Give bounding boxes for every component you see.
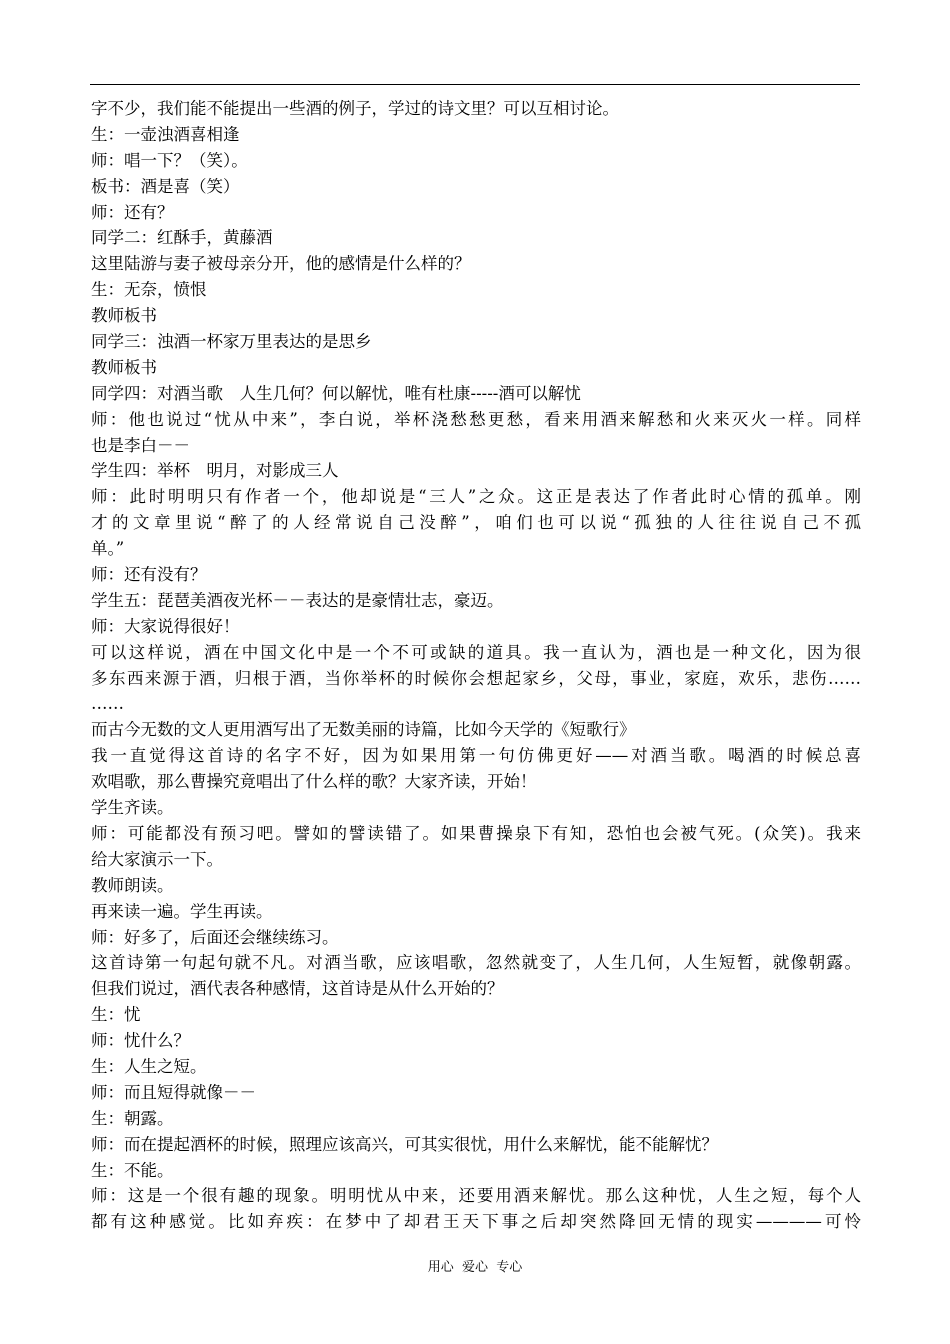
text-line: 同学四：对酒当歌 人生几何？何以解忧，唯有杜康-----酒可以解忧 (91, 383, 581, 403)
text-line: 师：而在提起酒杯的时候，照理应该高兴，可其实很忧，用什么来解忧，能不能解忧？ (91, 1134, 718, 1154)
text-line: 这首诗第一句起句就不凡。对酒当歌，应该唱歌，忽然就变了，人生几何，人生短暂，就像朝露。 (91, 953, 861, 973)
text-line: 生：人生之短。 (91, 1056, 207, 1076)
text-line: 师：忧什么？ (91, 1031, 190, 1051)
text-line: 生：无奈，愤恨 (91, 280, 207, 300)
text-line: 同学三：浊酒一杯家万里表达的是思乡 (91, 332, 372, 352)
text-line: 我一直觉得这首诗的名字不好，因为如果用第一句仿佛更好——对酒当歌。喝酒的时候总喜 (91, 746, 861, 766)
text-line: 生：朝露。 (91, 1108, 174, 1128)
text-line: 多东西来源于酒，归根于酒，当你举杯的时候你会想起家乡，父母，事业，家庭，欢乐，悲伤…… (91, 668, 861, 688)
text-line: 师：可能都没有预习吧。譬如的譬读错了。如果曹操泉下有知，恐怕也会被气死。(众笑)。我来 (91, 823, 861, 843)
text-line: 教师朗读。 (91, 875, 174, 895)
text-line: 字不少，我们能不能提出一些酒的例子，学过的诗文里？可以互相讨论。 (91, 99, 619, 118)
text-line: 欢唱歌，那么曹操究竟唱出了什么样的歌？大家齐读，开始！ (91, 772, 537, 792)
text-line: 学生齐读。 (91, 798, 174, 818)
text-line: 也是李白－－ (91, 435, 190, 455)
text-line: 师：还有？ (91, 202, 174, 222)
text-line: 师：大家说得很好！ (91, 616, 240, 636)
text-line: 同学二：红酥手，黄藤酒 (91, 228, 273, 248)
text-line: 师：他也说过“忧从中来”，李白说，举杯浇愁愁更愁，看来用酒来解愁和火来灭火一样。同样 (91, 409, 861, 429)
text-line: 给大家演示一下。 (91, 849, 223, 869)
text-line: 生：不能。 (91, 1160, 174, 1180)
document-body (91, 96, 861, 1235)
text-line: 单。” (91, 539, 125, 559)
text-line: 师：这是一个很有趣的现象。明明忧从中来，还要用酒来解忧。那么这种忧，人生之短，每个人 (91, 1186, 861, 1206)
text-line: 都有这种感觉。比如弃疾：在梦中了却君王天下事之后却突然降回无情的现实————可怜 (91, 1212, 861, 1232)
text-line: 学生四：举杯 明月，对影成三人 (91, 461, 339, 481)
text-line: 教师板书 (91, 306, 157, 326)
text-line: 师：而且短得就像－－ (91, 1082, 256, 1102)
text-line: 但我们说过，酒代表各种感情，这首诗是从什么开始的？ (91, 979, 504, 999)
text-line: 教师板书 (91, 357, 157, 377)
text-line: …… (91, 694, 124, 714)
text-line: 生：忧 (91, 1005, 141, 1025)
text-line: 学生五：琵琶美酒夜光杯－－表达的是豪情壮志，豪迈。 (91, 590, 504, 610)
text-line: 师：还有没有？ (91, 565, 207, 585)
text-line: 生：一壶浊酒喜相逢 (91, 124, 240, 144)
text-line: 可以这样说，酒在中国文化中是一个不可或缺的道具。我一直认为，酒也是一种文化，因为很 (91, 642, 861, 662)
text-line: 这里陆游与妻子被母亲分开，他的感情是什么样的？ (91, 254, 471, 274)
text-line: 师：唱一下？（笑）。 (91, 150, 248, 170)
header-rule (90, 84, 860, 85)
text-line: 才的文章里说“醉了的人经常说自己没醉”，咱们也可以说“孤独的人往往说自己不孤 (91, 513, 861, 533)
text-line: 板书：酒是喜（笑） (91, 176, 240, 196)
text-line: 再来读一遍。学生再读。 (91, 901, 273, 921)
page-footer: 用心 爱心 专心 (427, 1260, 523, 1275)
text-line: 而古今无数的文人更用酒写出了无数美丽的诗篇，比如今天学的《短歌行》 (91, 720, 636, 740)
text-line: 师：此时明明只有作者一个，他却说是“三人”之众。这正是表达了作者此时心情的孤单。刚 (91, 487, 861, 507)
text-line: 师：好多了，后面还会继续练习。 (91, 927, 339, 947)
